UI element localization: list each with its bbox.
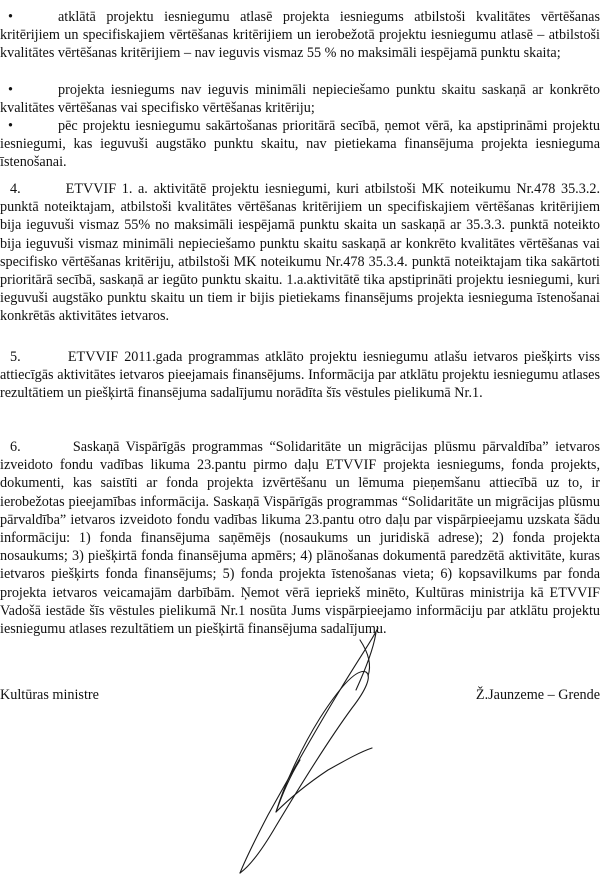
paragraph-text: ETVVIF 1. a. aktivitātē projektu iesniegumi, kuri atbilstoši MK noteikumu Nr.478 35.3.2. punktā noteiktajam, atbilstoši kvalitātes vērtēšanas kritērijiem un specifiskajiem vērtēšanas kritērijiem bija ieguvuši vismaz 55% no maksimāli iespējamā punktu skaita un saskaņā ar 35.3.3. punktā noteikto bija ieguvuši vismaz minimāli nepieciešamo punktu skaitu saskaņā ar konkrēto kvalitātes vērtēšanas vai specifisko vērtēšanas kritēriju, atbilstoši MK noteikumu Nr.478 35.3.4. punktā noteiktajam tika sakārtoti prioritārā secībā, saskaņā ar iegūto punktu skaitu. 1.a.aktivitātē tika apstiprināti projektu iesniegumi, kuri ieguvuši augstāko punktu skaitu un tiem ir bijis pietiekams finansējums projekta iesnieguma īstenošanai konkrētās aktivitātes ietvaros. [0,181,600,325]
paragraph-text: Saskaņā Vispārīgās programmas “Solidaritāte un migrācijas plūsmu pārvaldība” ietvaros izveidoto fondu vadības likuma 23.pantu pirmo daļu ETVVIF projekta iesniegums, fonda projekts, dokumenti, kas saistīti ar fonda projekta izvērtēšanu un lēmuma pieņemšanu attiecībā uz to, ir ierobežotas pieejamības informācija. Saskaņā Vispārīgās programmas “Solidaritāte un migrācijas plūsmu pārvaldība” ietvaros izveidoto fondu vadības likuma 23.pantu otro daļu par vispārpieejamu uzskata šādu informāciju: 1) fonda finansējuma saņēmējs (nosaukums un juridiskā adrese); 2) fonda projekta nosaukums; 3) piešķirtā fonda finansējuma apmērs; 4) plānošanas dokumentā paredzētā aktivitāte, kuras ietvaros piešķirts fonda finansējums; 5) fonda projekta īstenošanas vieta; 6) kopsavilkums par fonda projekta ietvaros veicamajām darbībām. Ņemot vērā iepriekš minēto, Kultūras ministrija kā ETVVIF Vadošā iestāde šīs vēstules pielikumā Nr.1 nosūta Jums vispārpieejamo informāciju par atklātu projektu iesniegumu atlases rezultātiem un piešķirtā finansējuma sadalījumu. [0,439,600,638]
signatory-name: Ž.Jaunzeme – Grende [475,687,600,703]
bullet-marker: • [8,118,13,134]
bullet-text: pēc projektu iesniegumu sakārtošanas prioritārā secībā, ņemot vērā, ka apstiprināmi projektu iesniegumi, kas ieguvuši augstāko punktu skaitu, nav pietiekama finansējuma projekta iesnieguma īstenošanai. [0,118,600,171]
bullet-item [0,81,600,117]
signatory-position: Kultūras ministre [0,687,99,703]
bullet-text: projekta iesniegums nav ieguvis minimāli nepieciešamo punktu skaitu saskaņā ar konkrēto kvalitātes vērtēšanas vai specifisko vērtēšanas kritēriju; [0,82,600,117]
numbered-paragraph-4 [0,180,600,326]
paragraph-number: 4. [10,181,21,197]
bullet-item [0,8,600,63]
signature-block [0,686,600,706]
numbered-paragraph-5 [0,348,600,403]
bullet-item [0,117,600,172]
paragraph-text: ETVVIF 2011.gada programmas atklāto projektu iesniegumu atlašu ietvaros piešķirts viss attiecīgās aktivitātes ietvaros pieejamais finansējums. Informācija par atklātu projektu iesniegumu atlases rezultātiem un piešķirtā finansējuma sadalījumu norādīta šīs vēstules pielikumā Nr.1. [0,349,600,402]
bullet-marker: • [8,9,13,25]
paragraph-number: 6. [10,439,21,455]
numbered-paragraph-6 [0,438,600,638]
bullet-marker: • [8,82,13,98]
paragraph-number: 5. [10,349,21,365]
bullet-text: atklātā projektu iesniegumu atlasē projekta iesniegums atbilstoši kvalitātes vērtēšanas kritērijiem un specifiskajiem vērtēšanas kritērijiem un ierobežotā projektu iesniegumu atlasē – atbilstoši kvalitātes vērtēšanas kritērijiem – nav ieguvis vismaz 55 % no maksimāli iespējamā punktu skaita; [0,9,600,62]
